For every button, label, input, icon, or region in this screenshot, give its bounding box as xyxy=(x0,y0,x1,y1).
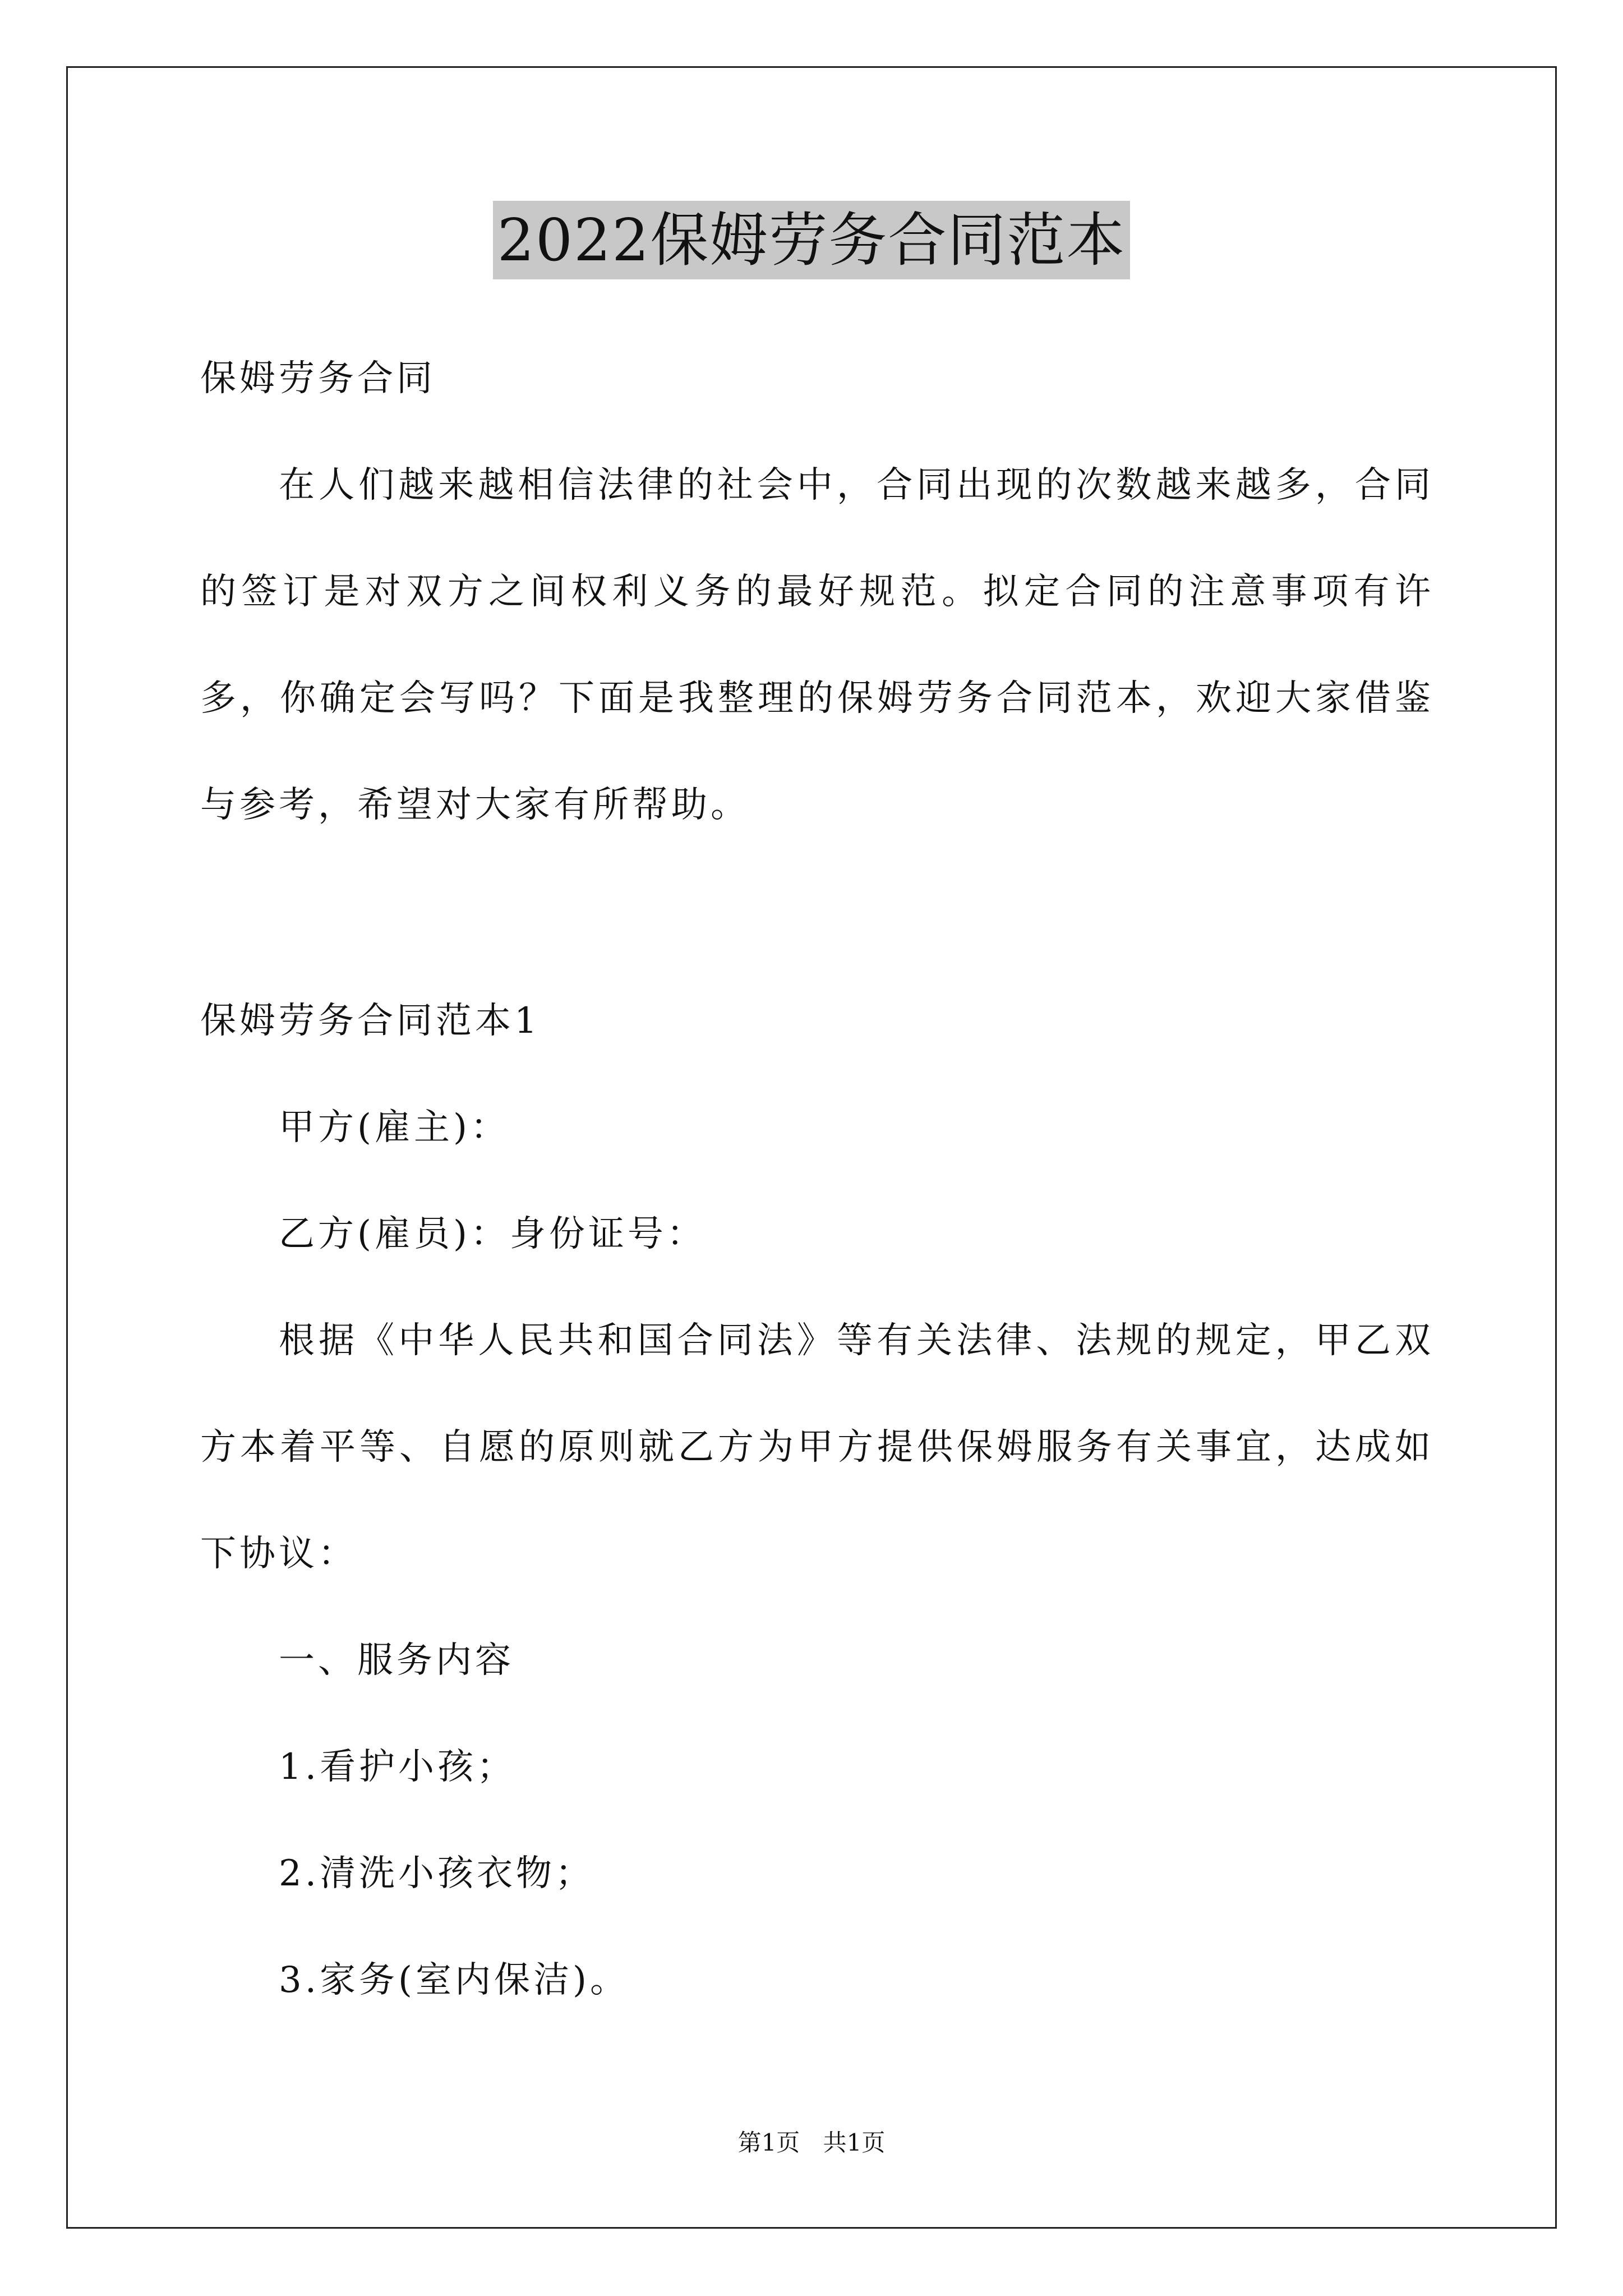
party-a-line: 甲方(雇主)： xyxy=(279,1107,510,1148)
page-total: 共1页 xyxy=(823,2129,886,2156)
intro-paragraph: 在人们越来越相信法律的社会中，合同出现的次数越来越多，合同的签订是对双方之间权利义务的最好规范。拟定合同的注意事项有许多，你确定会写吗？下面是我整理的保姆劳务合同范本，欢迎大家借鉴与参考，希望对大家有所帮助。 xyxy=(200,464,1434,826)
section-heading: 保姆劳务合同范本1 xyxy=(200,1000,541,1042)
party-b-line: 乙方(雇员)：身份证号： xyxy=(279,1213,706,1255)
page-footer xyxy=(0,2126,1623,2160)
list-item: 3.家务(室内保洁)。 xyxy=(279,1959,629,2001)
basis-paragraph: 根据《中华人民共和国合同法》等有关法律、法规的规定，甲乙双方本着平等、自愿的原则就乙方为甲方提供保姆服务有关事宜，达成如下协议： xyxy=(200,1320,1434,1575)
list-item: 1.看护小孩； xyxy=(279,1746,517,1788)
document-title: 2022保姆劳务合同范本 xyxy=(493,201,1131,279)
clause-heading: 一、服务内容 xyxy=(279,1640,514,1681)
intro-heading: 保姆劳务合同 xyxy=(200,358,436,399)
list-item: 2.清洗小孩衣物； xyxy=(279,1853,595,1894)
title-container xyxy=(0,201,1623,279)
page-number: 第1页 xyxy=(737,2129,800,2156)
